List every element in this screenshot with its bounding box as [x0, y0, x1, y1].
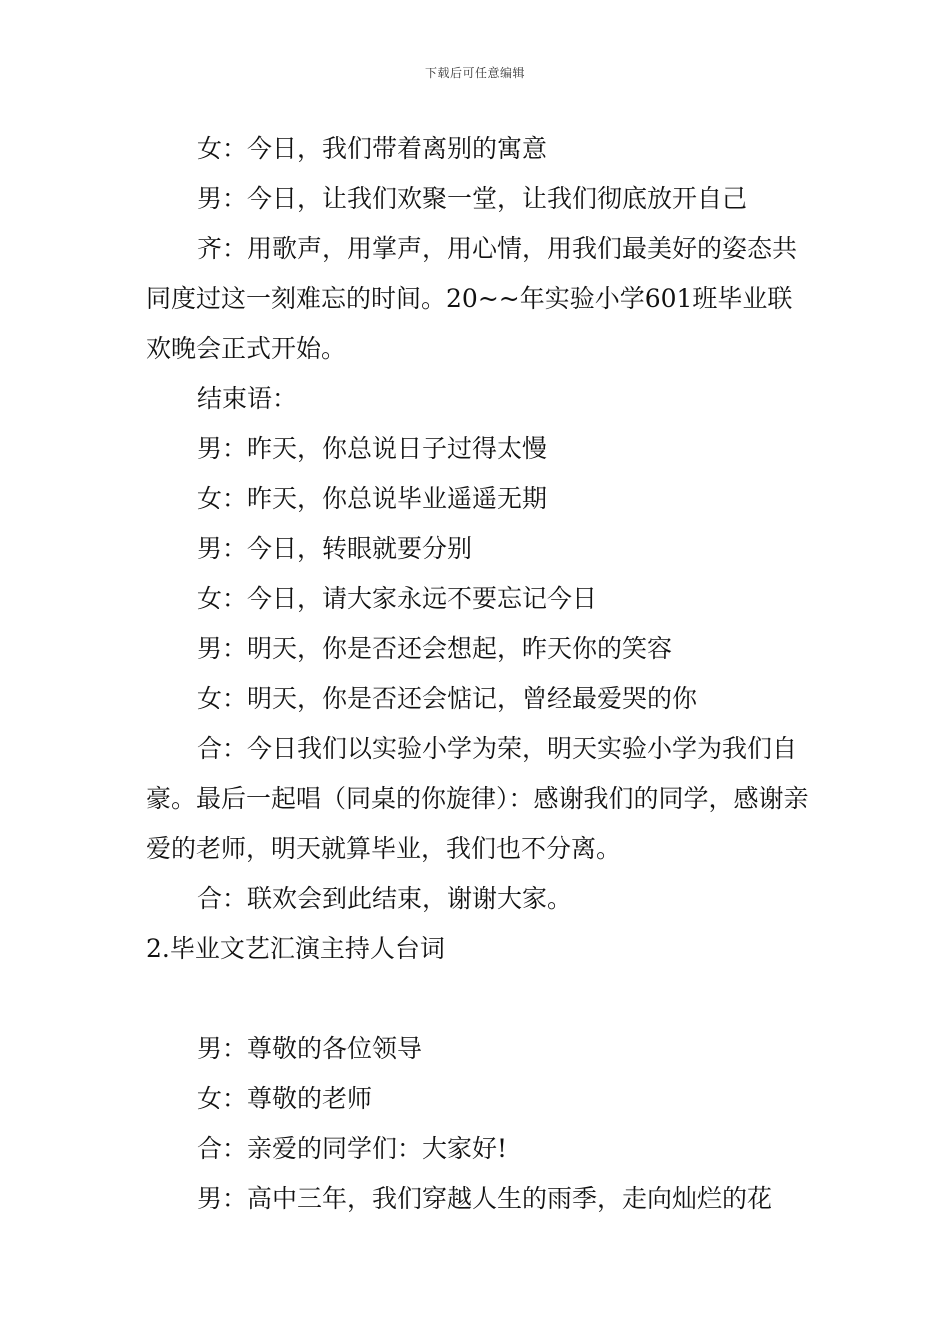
paragraph: 女：今日，我们带着离别的寓意 — [197, 134, 548, 163]
document-body — [146, 124, 816, 1224]
paragraph: 女：明天，你是否还会惦记，曾经最爱哭的你 — [197, 684, 698, 713]
paragraph: 男：高中三年，我们穿越人生的雨季，走向灿烂的花 — [197, 1184, 773, 1213]
paragraph: 女：尊敬的老师 — [197, 1084, 373, 1113]
paragraph: 结束语： — [197, 384, 298, 413]
paragraph: 男：今日，让我们欢聚一堂，让我们彻底放开自己 — [197, 184, 748, 213]
paragraph: 男：明天，你是否还会想起，昨天你的笑容 — [197, 634, 673, 663]
paragraph: 合：亲爱的同学们：大家好! — [197, 1134, 508, 1163]
section-heading: 2.毕业文艺汇演主持人台词 — [146, 934, 445, 963]
paragraph: 合：联欢会到此结束，谢谢大家。 — [197, 884, 573, 913]
paragraph: 男：今日，转眼就要分别 — [197, 534, 473, 563]
paragraph: 男：尊敬的各位领导 — [197, 1034, 423, 1063]
paragraph: 女：昨天，你总说毕业遥遥无期 — [197, 484, 548, 513]
paragraph: 合：今日我们以实验小学为荣，明天实验小学为我们自豪。最后一起唱（同桌的你旋律）：感谢我们的同学，感谢亲爱的老师，明天就算毕业，我们也不分离。 — [146, 734, 809, 863]
paragraph: 女：今日，请大家永远不要忘记今日 — [197, 584, 598, 613]
blank-line — [146, 974, 816, 1024]
paragraph: 齐：用歌声，用掌声，用心情，用我们最美好的姿态共同度过这一刻难忘的时间。20~~年实验小学601班毕业联欢晚会正式开始。 — [146, 234, 798, 363]
paragraph: 男：昨天，你总说日子过得太慢 — [197, 434, 548, 463]
page-header: 下载后可任意编辑 — [424, 66, 525, 80]
